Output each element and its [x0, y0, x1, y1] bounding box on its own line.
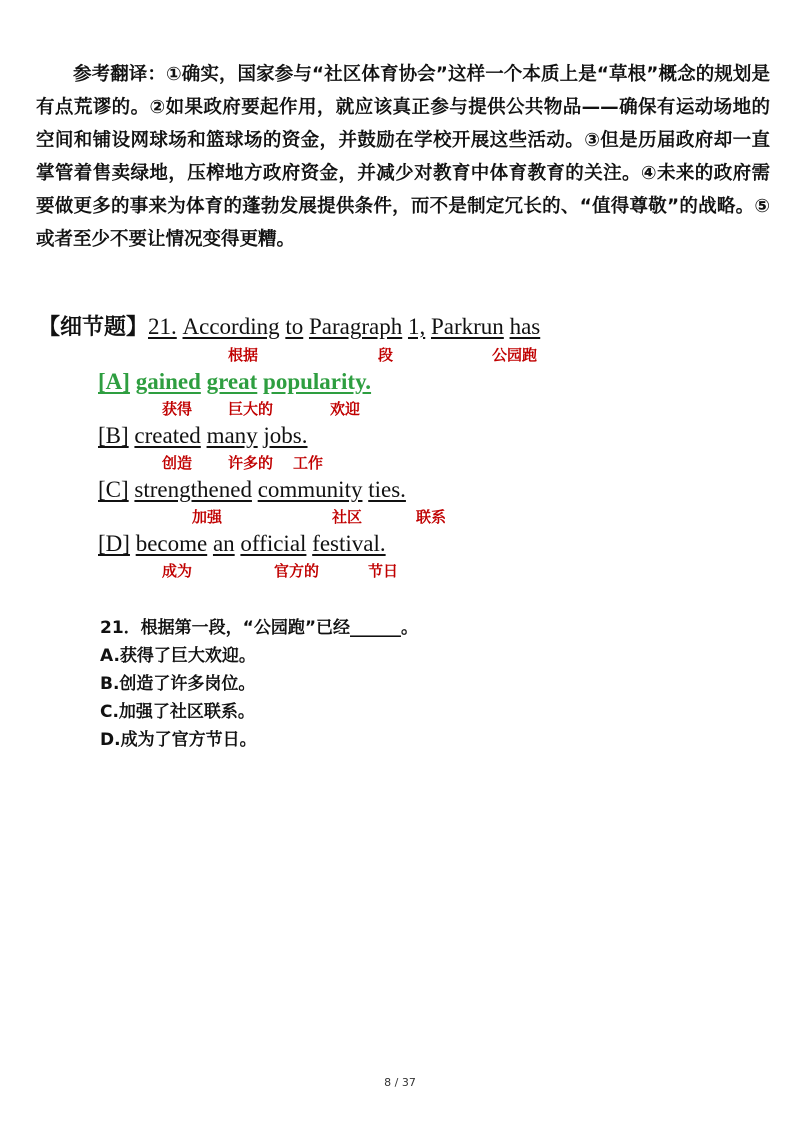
option-word: gained: [135, 369, 201, 394]
gloss-label: 创造: [162, 454, 193, 472]
option-label: [D]: [98, 531, 130, 556]
page-number: 8 / 37: [384, 1076, 416, 1089]
option-b: [38, 421, 778, 475]
gloss-label: 欢迎: [330, 400, 361, 418]
option-word: many: [206, 423, 258, 448]
option-word: created: [134, 423, 201, 448]
option-label: [C]: [98, 477, 129, 502]
gloss-label: 工作: [293, 454, 324, 472]
chinese-question: [100, 614, 760, 754]
gloss-label: 节日: [368, 562, 399, 580]
gloss-label: 成为: [162, 562, 193, 580]
chinese-option-b: B.创造了许多岗位。: [100, 674, 256, 694]
option-word: official: [240, 531, 307, 556]
stem-word: Parkrun: [430, 314, 504, 339]
option-c-text: [98, 475, 778, 505]
option-word: festival.: [312, 531, 386, 556]
stem-end: 。: [401, 618, 419, 638]
option-word: great: [206, 369, 258, 394]
answer-blank: ______: [350, 618, 402, 638]
option-word: ties.: [368, 477, 406, 502]
option-d: [38, 529, 778, 583]
option-word: an: [212, 531, 235, 556]
stem-word: has: [509, 314, 541, 339]
gloss-label: 官方的: [274, 562, 320, 580]
gloss-label: 根据: [228, 346, 259, 364]
gloss-label: 公园跑: [492, 346, 538, 364]
option-label: [B]: [98, 423, 129, 448]
chinese-option-a: A.获得了巨大欢迎。: [100, 646, 256, 666]
gloss-label: 获得: [162, 400, 193, 418]
stem-text: 21．根据第一段，“公园跑”已经: [100, 618, 351, 638]
option-word: strengthened: [134, 477, 252, 502]
stem-word: Paragraph: [308, 314, 403, 339]
question-type-label: 【细节题】: [38, 315, 149, 340]
stem-word: 1,: [407, 314, 426, 339]
chinese-option-c: C.加强了社区联系。: [100, 702, 255, 722]
option-a-text: [98, 367, 778, 397]
gloss-label: 加强: [192, 508, 223, 526]
gloss-label: 许多的: [228, 454, 274, 472]
option-c-gloss: [98, 505, 778, 529]
detail-question: [38, 312, 778, 583]
reference-translation: 参考翻译：①确实，国家参与“社区体育协会”这样一个本质上是“草根”概念的规划是有点荒谬的。②如果政府要起作用，就应该真正参与提供公共物品——确保有运动场地的空间和铺设网球场和篮球场的资金，并鼓励在学校开展这些活动。③但是历届政府却一直掌管着售卖绿地，压榨地方政府资金，并减少对教育中体育教育的关注。④未来的政府需要做更多的事来为体育的蓬勃发展提供条件，而不是制定冗长的、“值得尊敬”的战略。⑤或者至少不要让情况变得更糟。: [36, 64, 770, 250]
stem-word: to: [285, 314, 304, 339]
option-c: [38, 475, 778, 529]
option-a: [38, 367, 778, 421]
option-d-gloss: [98, 559, 778, 583]
question-number: 21.: [148, 314, 177, 339]
stem-gloss-row: [38, 343, 778, 367]
option-word: popularity.: [263, 369, 372, 394]
gloss-label: 联系: [416, 508, 447, 526]
gloss-label: 社区: [332, 508, 363, 526]
stem-word: According: [182, 314, 280, 339]
option-b-gloss: [98, 451, 778, 475]
option-a-gloss: [98, 397, 778, 421]
option-label: [A]: [98, 369, 130, 394]
gloss-label: 段: [378, 346, 394, 364]
chinese-question-stem: [100, 614, 760, 642]
chinese-option-d: D.成为了官方节日。: [100, 730, 257, 750]
gloss-label: 巨大的: [228, 400, 274, 418]
option-word: community: [257, 477, 363, 502]
option-word: become: [135, 531, 208, 556]
option-word: jobs.: [263, 423, 308, 448]
option-d-text: [98, 529, 778, 559]
question-stem: [38, 312, 778, 343]
option-b-text: [98, 421, 778, 451]
